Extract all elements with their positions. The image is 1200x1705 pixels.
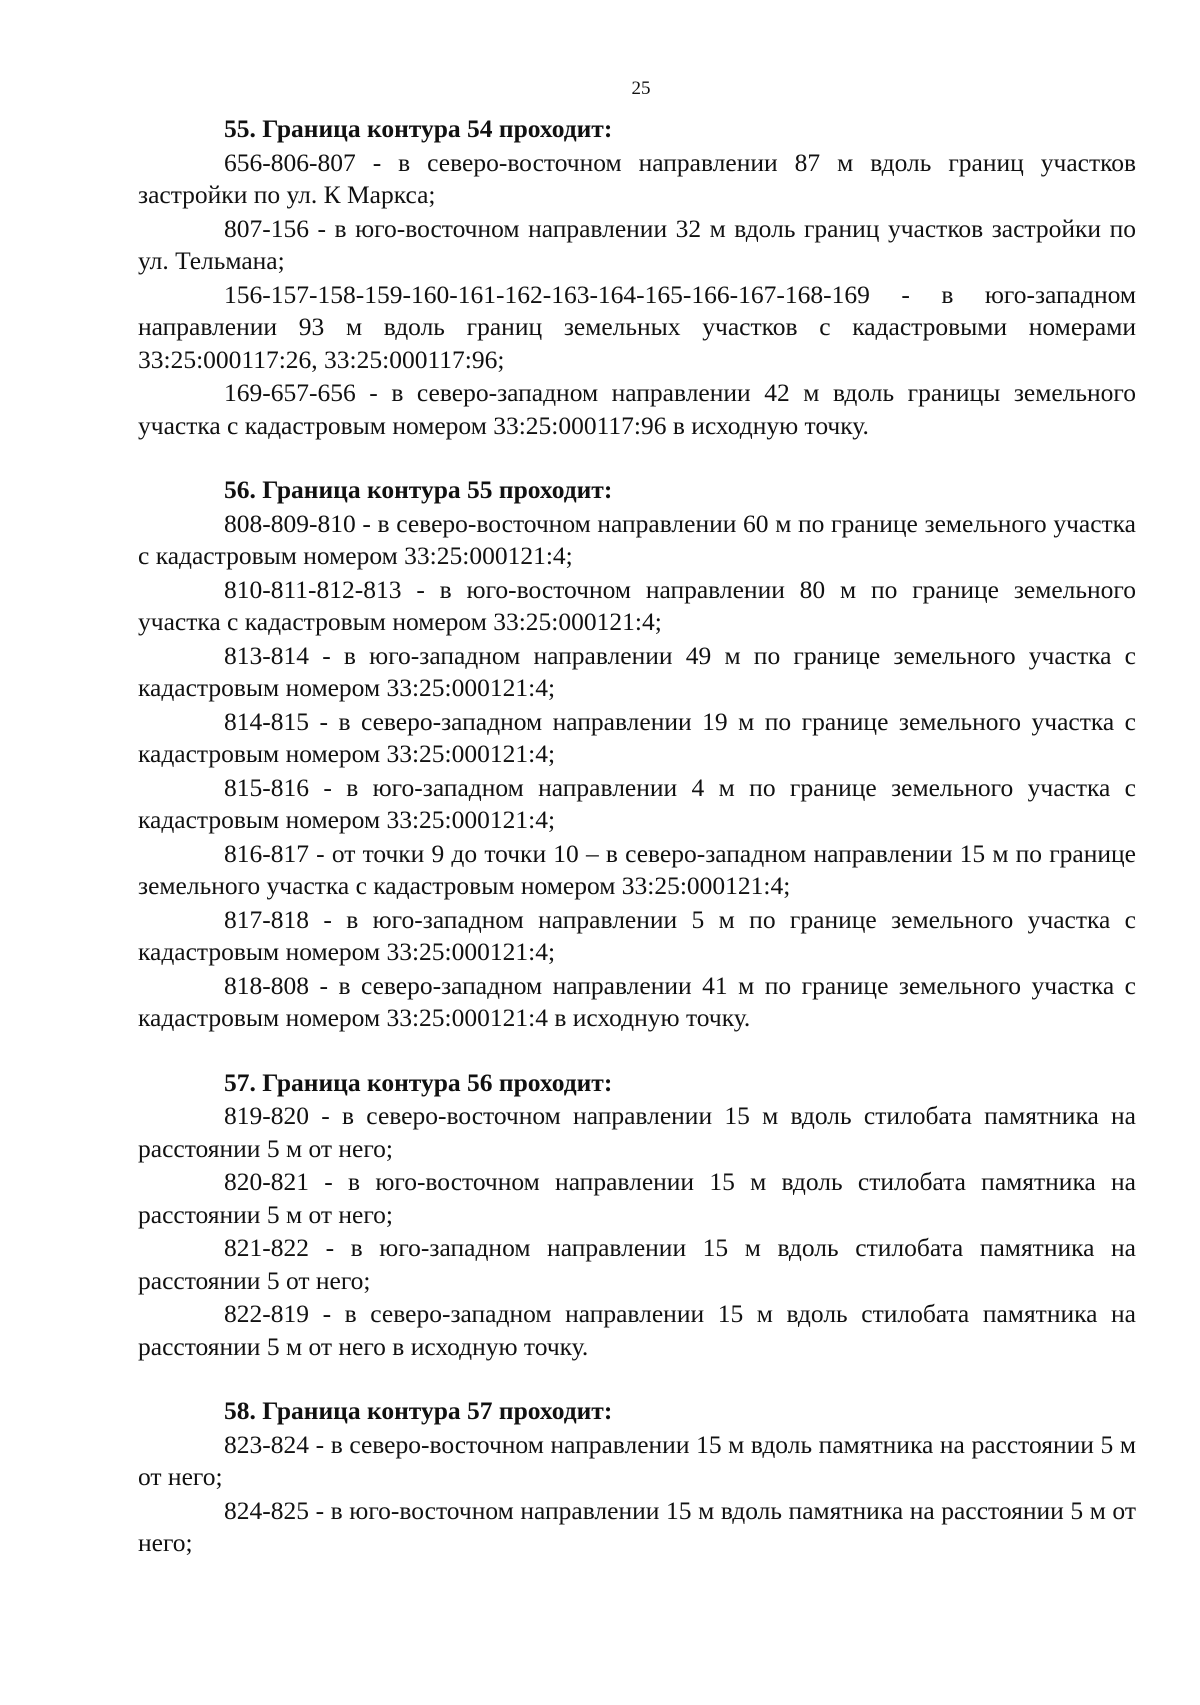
- boundary-item: 814-815 - в северо-западном направлении 19 м по границе земельного участка с кадастровым номером 33:25:000121:4;: [138, 706, 1136, 768]
- boundary-item: 820-821 - в юго-восточном направлении 15 м вдоль стилобата памятника на расстоянии 5 м от него;: [138, 1167, 1136, 1229]
- boundary-item: 818-808 - в северо-западном направлении 41 м по границе земельного участка с кадастровым номером 33:25:000121:4 в исходную точку.: [138, 970, 1136, 1032]
- boundary-item: 822-819 - в северо-западном направлении 15 м вдоль стилобата памятника на расстоянии 5 м от него в исходную точку.: [138, 1299, 1136, 1361]
- section-title: 55. Граница контура 54 проходит:: [224, 114, 613, 143]
- section-56: [138, 474, 1136, 1035]
- page-number: 25: [631, 78, 651, 99]
- boundary-item: 824-825 - в юго-восточном направлении 15 м вдоль памятника на расстоянии 5 м от него;: [138, 1495, 1136, 1557]
- section-title: 57. Граница контура 56 проходит:: [224, 1067, 613, 1097]
- boundary-item: 817-818 - в юго-западном направлении 5 м по границе земельного участка с кадастровым номером 33:25:000121:4;: [138, 904, 1136, 966]
- section-title: 58. Граница контура 57 проходит:: [224, 1396, 613, 1425]
- boundary-item: 169-657-656 - в северо-западном направлении 42 м вдоль границы земельного участка с кадастровым номером 33:25:000117:96 в исходную точку.: [138, 378, 1136, 440]
- boundary-item: 807-156 - в юго-восточном направлении 32 м вдоль границ участков застройки по ул. Тельмана;: [138, 213, 1136, 275]
- section-57: [138, 1067, 1136, 1364]
- section-58: [138, 1395, 1136, 1560]
- section-55: [138, 113, 1136, 442]
- boundary-item: 156-157-158-159-160-161-162-163-164-165-166-167-168-169 - в юго-западном направлении 93 м вдоль границ земельных участков с кадастровыми номерами 33:25:000117:26, 33:25:000117:96;: [138, 279, 1136, 374]
- section-title: 56. Граница контура 55 проходит:: [224, 475, 613, 504]
- boundary-item: 810-811-812-813 - в юго-восточном направлении 80 м по границе земельного участка с кадастровым номером 33:25:000121:4;: [138, 574, 1136, 636]
- boundary-item: 813-814 - в юго-западном направлении 49 м по границе земельного участка с кадастровым номером 33:25:000121:4;: [138, 640, 1136, 702]
- document-body: [138, 113, 1136, 1592]
- boundary-item: 823-824 - в северо-восточном направлении 15 м вдоль памятника на расстоянии 5 м от него;: [138, 1429, 1136, 1491]
- boundary-item: 808-809-810 - в северо-восточном направлении 60 м по границе земельного участка с кадастровым номером 33:25:000121:4;: [138, 508, 1136, 570]
- boundary-item: 656-806-807 - в северо-восточном направлении 87 м вдоль границ участков застройки по ул. К Маркса;: [138, 147, 1136, 209]
- boundary-item: 815-816 - в юго-западном направлении 4 м по границе земельного участка с кадастровым номером 33:25:000121:4;: [138, 772, 1136, 834]
- boundary-item: 816-817 - от точки 9 до точки 10 – в северо-западном направлении 15 м по границе земельного участка с кадастровым номером 33:25:000121:4;: [138, 838, 1136, 900]
- boundary-item: 819-820 - в северо-восточном направлении 15 м вдоль стилобата памятника на расстоянии 5 м от него;: [138, 1101, 1136, 1163]
- boundary-item: 821-822 - в юго-западном направлении 15 м вдоль стилобата памятника на расстоянии 5 от него;: [138, 1233, 1136, 1295]
